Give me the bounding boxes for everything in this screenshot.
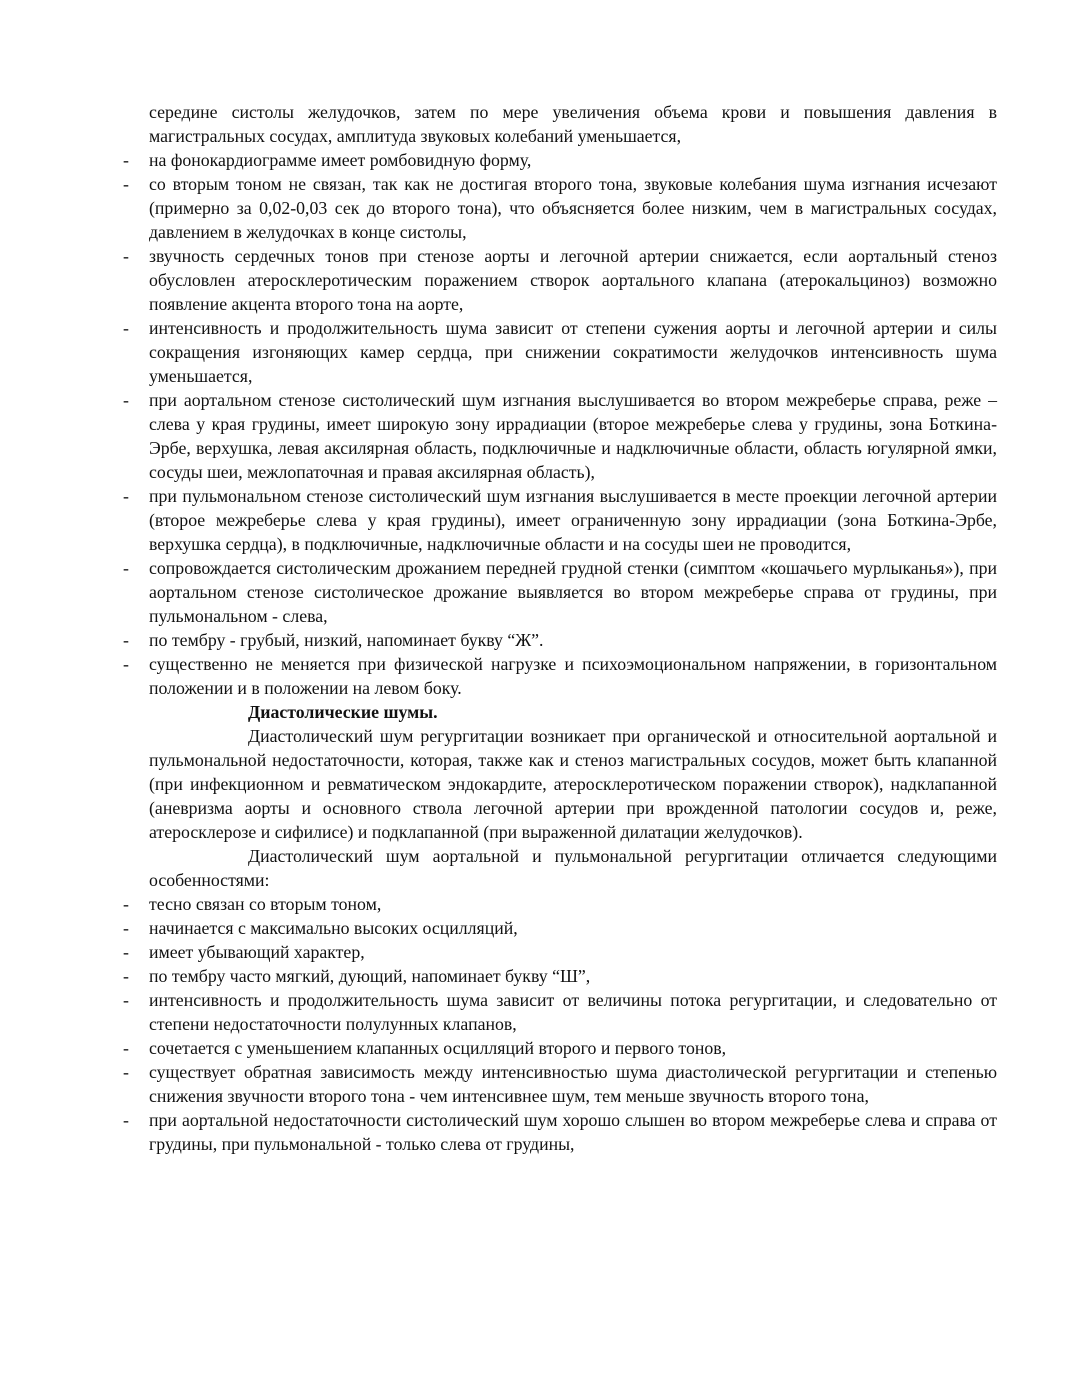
list-item: [123, 1036, 997, 1060]
section-heading: Диастолические шумы.: [248, 702, 438, 722]
bullet-dash: -: [123, 486, 129, 506]
bullet-dash: -: [123, 174, 129, 194]
bullet-dash: -: [123, 990, 129, 1010]
list-item-text: имеет убывающий характер,: [149, 942, 365, 962]
list-item: [123, 964, 997, 988]
list-item: [123, 316, 997, 388]
paragraph: Диастолический шум регургитации возникает при органической и относительной аортальной и пульмональной недостаточности, которая, также как и стеноз магистральных сосудов, может быть клапанной (при инфекционном и ревматическом эндокардите, атеросклеротическом поражении створок), надклапанной (аневризма аорты и основного ствола легочной артерии при врожденной патологии сосудов и, реже, атеросклерозе и сифилисе) и подклапанной (при выраженной дилатации желудочков).: [149, 726, 997, 842]
list-item: [123, 484, 997, 556]
list-item-text: по тембру часто мягкий, дующий, напоминает букву “Ш”,: [149, 966, 591, 986]
list-item: [123, 892, 997, 916]
list-item-text: сопровождается систолическим дрожанием передней грудной стенки (симптом «кошачьего мурлыканья»), при аортальном стенозе систолическое дрожание выявляется во втором межреберье справа от грудины, при пульмональном - слева,: [149, 558, 997, 626]
list-item: [123, 556, 997, 628]
list-item: [123, 1060, 997, 1108]
list-item-text: начинается с максимально высоких осцилляций,: [149, 918, 518, 938]
bullet-dash: -: [123, 318, 129, 338]
bullet-dash: -: [123, 630, 129, 650]
list-item: [123, 388, 997, 484]
list-item: [123, 916, 997, 940]
bullet-dash: -: [123, 558, 129, 578]
list-item-text: при аортальном стенозе систолический шум изгнания выслушивается во втором межреберье справа, реже – слева у края грудины, имеет широкую зону иррадиации (второе межреберье слева у грудины, зона Боткина-Эрбе, верхушка, левая аксилярная область, подключичные и надключичные области, область югулярной ямки, сосуды шеи, межлопаточная и правая аксилярная область),: [149, 390, 997, 482]
bullet-dash: -: [123, 894, 129, 914]
bullet-dash: -: [123, 150, 129, 170]
bullet-dash: -: [123, 942, 129, 962]
bullet-dash: -: [123, 390, 129, 410]
intro-continuation: середине систолы желудочков, затем по мере увеличения объема крови и повышения давления в магистральных сосудах, амплитуда звуковых колебаний уменьшается,: [149, 102, 997, 146]
list-item-text: звучность сердечных тонов при стенозе аорты и легочной артерии снижается, если аортальный стеноз обусловлен атеросклеротическим поражением створок аортального клапана (атерокальциноз) возможно появление акцента второго тона на аорте,: [149, 246, 997, 314]
list-item-text: при пульмональном стенозе систолический шум изгнания выслушивается в месте проекции легочной артерии (второе межреберье слева у края грудины), имеет ограниченную зону иррадиации (зона Боткина-Эрбе, верхушка сердца), в подключичные, надключичные области и на сосуды шеи не проводится,: [149, 486, 997, 554]
list-item: [123, 172, 997, 244]
bullet-dash: -: [123, 654, 129, 674]
list-item-text: существует обратная зависимость между интенсивностью шума диастолической регургитации и степенью снижения звучности второго тона - чем интенсивнее шум, тем меньше звучность второго тона,: [149, 1062, 997, 1106]
features-list-diastolic: [123, 892, 997, 1156]
list-item-text: тесно связан со вторым тоном,: [149, 894, 382, 914]
bullet-dash: -: [123, 1062, 129, 1082]
list-item-text: существенно не меняется при физической нагрузке и психоэмоциональном напряжении, в горизонтальном положении и в положении на левом боку.: [149, 654, 997, 698]
bullet-dash: -: [123, 1110, 129, 1130]
bullet-dash: -: [123, 246, 129, 266]
list-item-text: интенсивность и продолжительность шума зависит от величины потока регургитации, и следовательно от степени недостаточности полулунных клапанов,: [149, 990, 997, 1034]
list-item-text: по тембру - грубый, низкий, напоминает букву “Ж”.: [149, 630, 544, 650]
list-item-text: на фонокардиограмме имеет ромбовидную форму,: [149, 150, 532, 170]
bullet-dash: -: [123, 918, 129, 938]
list-item-text: со вторым тоном не связан, так как не достигая второго тона, звуковые колебания шума изгнания исчезают (примерно за 0,02-0,03 сек до второго тона), что объясняется более низким, чем в магистральных сосудах, давлением в желудочках в конце систолы,: [149, 174, 997, 242]
list-item: [123, 940, 997, 964]
list-item-text: при аортальной недостаточности систолический шум хорошо слышен во втором межреберье слева и справа от грудины, при пульмональной - только слева от грудины,: [149, 1110, 997, 1154]
list-item-text: интенсивность и продолжительность шума зависит от степени сужения аорты и легочной артерии и силы сокращения изгоняющих камер сердца, при снижении сократимости желудочков интенсивность шума уменьшается,: [149, 318, 997, 386]
features-list-systolic: [123, 148, 997, 700]
list-item: [123, 244, 997, 316]
bullet-dash: -: [123, 966, 129, 986]
list-item: [123, 1108, 997, 1156]
list-item-text: сочетается с уменьшением клапанных осцилляций второго и первого тонов,: [149, 1038, 727, 1058]
list-item: [123, 988, 997, 1036]
list-item: [123, 652, 997, 700]
paragraph: Диастолический шум аортальной и пульмональной регургитации отличается следующими особенностями:: [149, 846, 997, 890]
list-item: [123, 628, 997, 652]
list-item: [123, 148, 997, 172]
page-content: [123, 100, 997, 1156]
bullet-dash: -: [123, 1038, 129, 1058]
